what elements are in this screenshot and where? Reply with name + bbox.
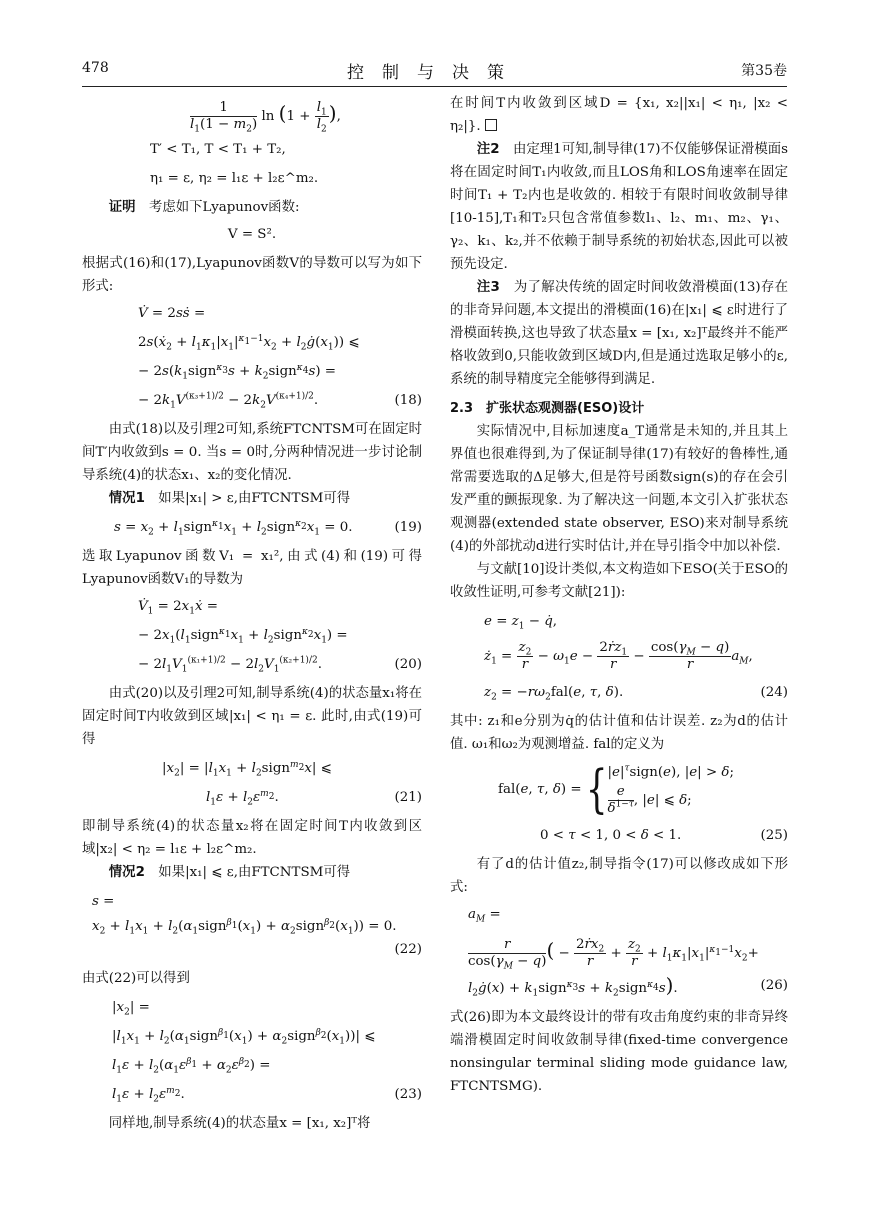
eq20-line3: − $2l_1V_1^{(\kappa_1+1)/2} - 2l_2V_1^{(\kappa_2+1)/2}$. (20) [82, 653, 422, 676]
right-paragraph-0: 在时间T内收敛到区域D = {x₁, x₂||x₁| < η₁, |x₂ < η₂|}. [450, 96, 788, 134]
volume-label: 第35卷 [741, 63, 787, 79]
eq-eta: η₁ = ε, η₂ = l₁ε + l₂ε^m₂. [150, 171, 319, 186]
eq23-line3: $l_1\varepsilon + l_2(\alpha_1\varepsilon^{\beta_1} + \alpha_2\varepsilon^{\beta_2})$ = [112, 1056, 271, 1076]
right-paragraph-5: 式(26)即为本文最终设计的带有攻击角度约束的非奇异终端滑模固定时间收敛制导律(fixed-time convergence nonsingular terminal sliding mode guidance law, FTCNTSMG). [450, 1010, 788, 1094]
eq20-line1: $V̇_1$ = $2x_1ẋ$ = [138, 599, 219, 617]
eq24-line2: $ż_1$ = $\frac{z_2}{r}$ − $\omega_1e$ − $\frac{2ṙz_1}{r}$ − $\frac{\cos(\gamma_M - q)}{r}$ $a_M$, [484, 640, 753, 672]
section-heading: 2.3 扩张状态观测器(ESO)设计 [450, 401, 645, 416]
eq20-line2: − $2x_1(l_1sign^{\kappa_1}x_1$ + $l_2sign^{\kappa_2}x_1$) = [138, 626, 348, 646]
page-header [82, 58, 787, 84]
eq20-number: (20) [394, 657, 422, 672]
eq26-line1: $a_M$ = [468, 907, 501, 925]
case1-paragraph: 情况1 如果|x₁| > ε,由FTCNTSM可得 [108, 491, 351, 506]
paragraph-2: 由式(18)以及引理2可知,系统FTCNTSM可在固定时间T′内收敛到s = 0. 当s = 0时,分两种情况进一步讨论制导系统(4)的状态x₁、x₂的变化情况. [82, 422, 422, 483]
case2-paragraph: 情况2 如果|x₁| ⩽ ε,由FTCNTSM可得 [108, 865, 351, 880]
eq18-line1: V̇ = 2sṡ = [138, 306, 206, 321]
eq19: $s = x_2$ + $l_1sign^{\kappa_1}x_1$ + $l_2sign^{\kappa_2}x_1 = 0$. (19) [82, 516, 422, 539]
eq18-number: (18) [394, 393, 422, 408]
eq19-number: (19) [394, 520, 422, 535]
note3-paragraph: 注3 为了解决传统的固定时间收敛滑模面(13)存在的非奇异问题,本文提出的滑模面(16)在|x₁| ⩽ ε时进行了滑模面转换,这也导致了状态量x = [x₁, x₂]ᵀ最终并不能严格收敛到0,只能收敛到区域D内,但是通过选取足够小的ε,系统的制导精度完全能够得到满足. [450, 280, 788, 387]
eq18-line4: − $2k_1V^{(\kappa_3+1)/2} - 2k_2V^{(\kappa_4+1)/2}$. (18) [82, 389, 422, 412]
eq22-line1: s = [92, 894, 115, 909]
eq18-line2: 2s(ẋ$_2$ + $l_1\kappa_1|x_1|^{\kappa_1-1}x_2$ + $l_2ġ(x_1)$) ⩽ [138, 333, 360, 353]
paragraph-4: 由式(20)以及引理2可知,制导系统(4)的状态量x₁将在固定时间T内收敛到区域|x₁| < η₁ = ε. 此时,由式(19)可得 [82, 686, 422, 747]
eq-time-bound: $\frac{1}{l_1(1 - m_2)}$ ln (1 + $\frac{l_1}{l_2}$ ), [190, 100, 341, 135]
eq18-line3: − $2s(k_1sign^{\kappa_3}s$ + $k_2sign^{\kappa_4}s$) = [138, 362, 337, 382]
eq24-number: (24) [760, 685, 788, 700]
eq21-number: (21) [394, 790, 422, 805]
paragraph-1: 根据式(16)和(17),Lyapunov函数V的导数可以写为如下形式: [82, 256, 422, 294]
page-number: 478 [82, 60, 109, 76]
eq24-line1: $e = z_1$ − q̇, [484, 614, 558, 632]
eq21-line1: $|x_2| = |l_1x_1$ + $l_2sign^{m_2}x|$ ⩽ [162, 759, 332, 779]
eq25-number: (25) [760, 828, 788, 843]
eq-lyap-v: V = S². [227, 227, 277, 242]
left-column [82, 92, 422, 1135]
paragraph-3: 选取Lyapunov函数V₁ = x₁²,由式(4)和(19)可得Lyapunov函数V₁的导数为 [82, 549, 422, 587]
paragraph-7: 同样地,制导系统(4)的状态量x = [x₁, x₂]ᵀ将 [108, 1116, 371, 1131]
right-column [450, 92, 788, 1098]
note2-paragraph: 注2 由定理1可知,制导律(17)不仅能够保证滑模面s将在固定时间T₁内收敛,而且LOS角和LOS角速率在固定时间T₁ + T₂内也是收敛的. 相较于有限时间收敛制导律[10-15],T₁和T₂只包含常值参数l₁、l₂、m₁、m₂、γ₁、γ₂、k₁、k₂,并不依赖于制导系统的初始状态,因此可以被预先设定. [450, 142, 788, 272]
eq24-line3: $z_2 = -r\omega_2fal(e$, τ, δ). (24) [450, 681, 788, 704]
right-paragraph-1: 实际情况中,目标加速度a_T通常是未知的,并且其上界值也很难得到,为了保证制导律(17)有较好的鲁棒性,通常需要选取的Δ足够大,但是符号函数sign(s)的存在会引发严重的颤振现象. 为了解决这一问题,本文引入扩张状态观测器(extended state observer, ESO)来对制导系统(4)的外部扰动d进行实时估计,并在导引指令中加以补偿. [450, 424, 788, 554]
eq23-number: (23) [394, 1087, 422, 1102]
journal-title: 控制与决策 [347, 63, 522, 83]
header-rule [82, 86, 787, 87]
eq26-line2: $\frac{r}{\cos(\gamma_M - q)}$ ( − $\frac{2ṙx_2}{r}$ + $\frac{z_2}{r}$ + $l_1\kappa_1|x_1|^{\kappa_1-1}x_2+$ [468, 937, 759, 972]
eq22-line2: $x_2 + l_1x_1$ + $l_2(\alpha_1sign^{\beta_1}(x_1)$ + $\alpha_2sign^{\beta_2}(x_1)) = 0$. [92, 917, 397, 937]
right-paragraph-3: 其中: z₁和e分别为q̇的估计值和估计误差. z₂为d的估计值. ω₁和ω₂为观测增益. fal的定义为 [450, 714, 788, 752]
eq23-line4: $l_1\varepsilon + l_2\varepsilon^{m_2}$. (23) [82, 1083, 422, 1106]
eq21-line2: $l_1\varepsilon + l_2\varepsilon^{m_2}$. (21) [82, 786, 422, 809]
eq26-line3: $l_2ġ(x)$ + $k_1sign^{\kappa_3}s$ + $k_2sign^{\kappa_4}s$). (26) [468, 973, 788, 999]
eq23-line2: $|l_1x_1$ + $l_2(\alpha_1sign^{\beta_1}(x_1)$ + $\alpha_2sign^{\beta_2}(x_1))|$ ⩽ [112, 1027, 376, 1047]
qed-icon [485, 119, 497, 131]
right-paragraph-2: 与文献[10]设计类似,本文构造如下ESO(关于ESO的收敛性证明,可参考文献[21]): [450, 562, 788, 600]
right-paragraph-4: 有了d的估计值z₂,制导指令(17)可以修改成如下形式: [450, 857, 788, 895]
paragraph-6: 由式(22)可以得到 [82, 971, 190, 986]
eq25-range: 0 < τ < 1, 0 < δ < 1. (25) [450, 824, 788, 847]
eq26-number: (26) [760, 978, 788, 993]
eq22-number: (22) [394, 942, 422, 957]
eq-t-ineq: T′ < T₁, T < T₁ + T₂, [150, 142, 286, 157]
eq22-number-row [82, 938, 422, 961]
eq25-fal: fal(e, τ, δ) = { $|e|^\tau sign(e)$, |e| > δ; $\frac{e}{\delta^{1-\tau}}$ , |e| ⩽ δ; [498, 759, 734, 820]
eq23-line1: $|x_2|$ = [112, 1000, 150, 1018]
proof-paragraph: 证明 考虑如下Lyapunov函数: [108, 200, 300, 215]
paragraph-5: 即制导系统(4)的状态量x₂将在固定时间T内收敛到区域|x₂| < η₂ = l₁ε + l₂ε^m₂. [82, 819, 422, 857]
